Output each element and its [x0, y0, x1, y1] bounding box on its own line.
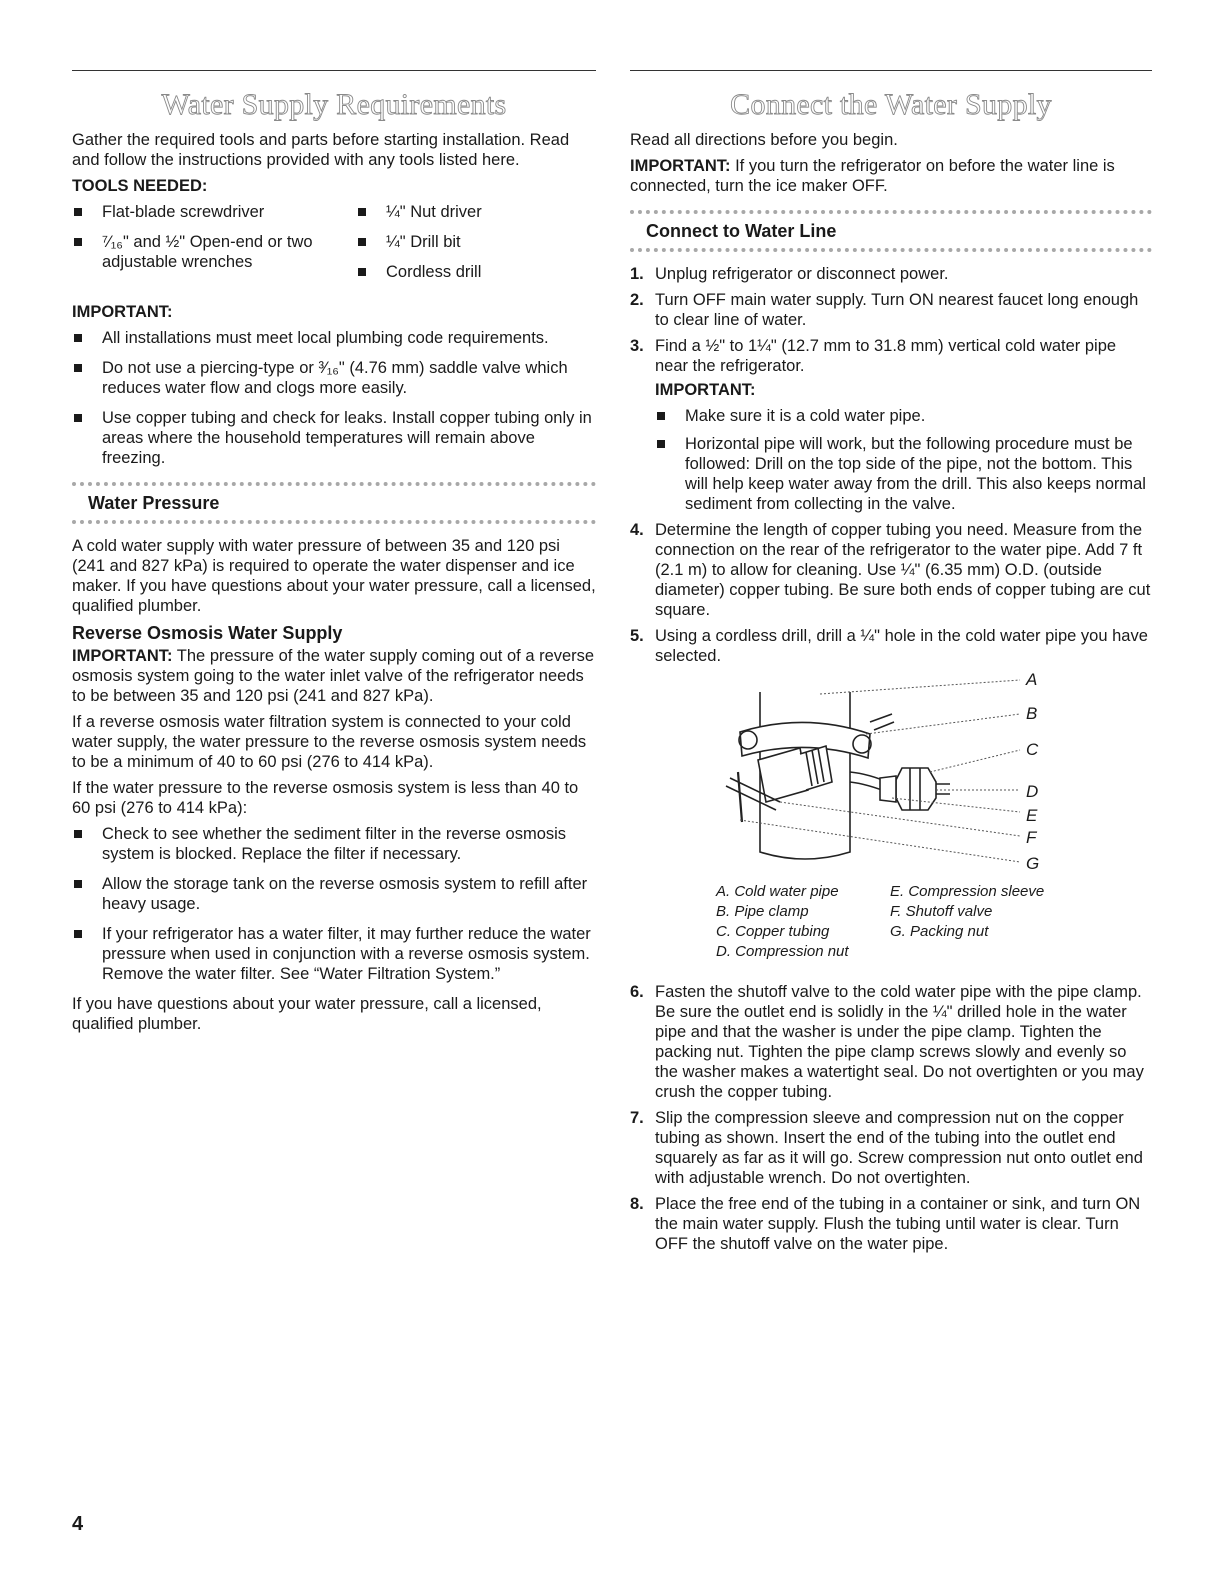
figure-letter-a: A	[1026, 670, 1038, 689]
section-title-water-supply: Water Supply Requirements	[161, 88, 507, 121]
tools-col-1	[72, 202, 356, 292]
list-item: ⁷⁄₁₆" and ½" Open-end or two adjustable wrenches	[72, 232, 356, 272]
list-item: Horizontal pipe will work, but the following procedure must be followed: Drill on the top side of the pipe, not the bottom. This will help keep water away from the drill. This also keeps normal sediment from collecting in the valve.	[655, 434, 1152, 514]
list-item: Make sure it is a cold water pipe.	[655, 406, 1152, 426]
left-column	[72, 70, 596, 1040]
reverse-osmosis-heading: Reverse Osmosis Water Supply	[72, 623, 343, 643]
intro-text: Gather the required tools and parts before starting installation. Read and follow the instructions provided with any tools listed here.	[72, 131, 570, 169]
tools-col-2	[356, 202, 596, 292]
figure-captions-col-2: E. Compression sleeve F. Shutoff valve G. Packing nut	[890, 883, 1045, 940]
page-number: 4	[72, 1513, 84, 1535]
figure-letter-g: G	[1026, 854, 1040, 873]
ro-list	[72, 824, 596, 984]
step-item: 8. Place the free end of the tubing in a container or sink, and turn ON the main water supply. Flush the tubing until water is clear. Turn OFF the shutoff valve on the water pipe.	[630, 1195, 1141, 1253]
closing-text: If you have questions about your water pressure, call a licensed, qualified plumber.	[72, 995, 542, 1033]
list-item: All installations must meet local plumbing code requirements.	[72, 328, 596, 348]
connect-water-line-heading: Connect to Water Line	[630, 210, 1152, 252]
top-rule-left	[72, 70, 596, 71]
step-item: 2. Turn OFF main water supply. Turn ON nearest faucet long enough to clear line of water.	[630, 291, 1139, 329]
important-label: IMPORTANT:	[72, 303, 173, 321]
figure-letter-f: F	[1026, 828, 1037, 847]
figure-captions-col-1: A. Cold water pipe B. Pipe clamp C. Copper tubing D. Compression nut	[716, 883, 849, 960]
steps-1-3	[630, 264, 1152, 666]
list-item: If your refrigerator has a water filter, it may further reduce the water pressure when used in conjunction with a reverse osmosis system. Remove the water filter. See “Water Filtration System.”	[72, 924, 596, 984]
figure-letter-b: B	[1026, 704, 1038, 723]
step3-list	[655, 406, 1152, 514]
step-item: 6. Fasten the shutoff valve to the cold water pipe with the pipe clamp. Be sure the outlet end is solidly in the ¼" drilled hole in the water pipe and that the washer is under the pipe clamp. Tighten the packing nut. Tighten the pipe clamp screws slowly and evenly so the washer makes a watertight seal. Do not overtighten or you may crush the copper tubing.	[630, 983, 1144, 1101]
list-item: Check to see whether the sediment filter in the reverse osmosis system is blocked. Replace the filter if necessary.	[72, 824, 596, 864]
figure-letter-e: E	[1026, 806, 1038, 825]
tools-list	[72, 202, 596, 298]
list-item: ¼" Nut driver	[356, 202, 596, 222]
list-item: Flat-blade screwdriver	[72, 202, 356, 222]
ro-paragraph-2: If a reverse osmosis water filtration system is connected to your cold water supply, the water pressure to the reverse osmosis system needs to be a minimum of 40 to 60 psi (276 to 414 kPa).	[72, 713, 587, 771]
figure-letter-c: C	[1026, 740, 1039, 759]
step-item: 1. Unplug refrigerator or disconnect power.	[630, 265, 949, 283]
steps-6-8	[630, 982, 1152, 1254]
water-pressure-heading: Water Pressure	[72, 482, 596, 524]
list-item: Use copper tubing and check for leaks. Install copper tubing only in areas where the household temperatures will remain above freezing.	[72, 408, 596, 468]
top-rule-right	[630, 70, 1152, 71]
step-item: 5. Using a cordless drill, drill a ¼" hole in the cold water pipe you have selected.	[630, 627, 1148, 665]
important-list	[72, 328, 596, 468]
right-important: IMPORTANT: If you turn the refrigerator on before the water line is connected, turn the ice maker OFF.	[630, 157, 1115, 195]
pressure-text: A cold water supply with water pressure of between 35 and 120 psi (241 and 827 kPa) is required to operate the water dispenser and ice maker. If you have questions about your water pressure, call a licensed, qualified plumber.	[72, 537, 596, 615]
list-item: Cordless drill	[356, 262, 596, 282]
section-title-connect: Connect the Water Supply	[730, 88, 1052, 121]
ro-important: IMPORTANT: The pressure of the water supply coming out of a reverse osmosis system going to the water inlet valve of the refrigerator needs to be between 35 and 120 psi (241 and 827 kPa).	[72, 647, 595, 705]
ro-paragraph-3: If the water pressure to the reverse osmosis system is less than 40 to 60 psi (276 to 414 kPa):	[72, 779, 579, 817]
tools-label: TOOLS NEEDED:	[72, 177, 208, 195]
step3-important-label: IMPORTANT:	[655, 381, 756, 399]
list-item: Allow the storage tank on the reverse osmosis system to refill after heavy usage.	[72, 874, 596, 914]
right-column	[630, 70, 1152, 1260]
step-item: 7. Slip the compression sleeve and compression nut on the copper tubing as shown. Insert the end of the tubing into the outlet end squarely as far as it will go. Screw compression nut onto outlet end with adjustable wrench. Do not overtighten.	[630, 1109, 1143, 1187]
shutoff-valve-figure	[630, 672, 1152, 982]
step-item: 4. Determine the length of copper tubing you need. Measure from the connection on the rear of the refrigerator to the water pipe. Add 7 ft (2.1 m) to allow for cleaning. Use ¼" (6.35 mm) O.D. (outside diameter) copper tubing. Be sure both ends of copper tubing are cut square.	[630, 521, 1151, 619]
step-item: 3. Find a ½" to 1¼" (12.7 mm to 31.8 mm) vertical cold water pipe near the refrigerator. IMPORTANT: Make sure it is a cold water pipe. Horizontal pipe will work, but the following procedure must be followed: Drill on the top side of the pipe, not the bottom. This will help keep water away from the drill. This also keeps normal sediment from collecting in the valve.	[630, 336, 1152, 514]
list-item: ¼" Drill bit	[356, 232, 596, 252]
list-item: Do not use a piercing-type or ³⁄₁₆" (4.76 mm) saddle valve which reduces water flow and clogs more easily.	[72, 358, 596, 398]
right-intro: Read all directions before you begin.	[630, 131, 898, 149]
figure-letter-d: D	[1026, 782, 1039, 801]
